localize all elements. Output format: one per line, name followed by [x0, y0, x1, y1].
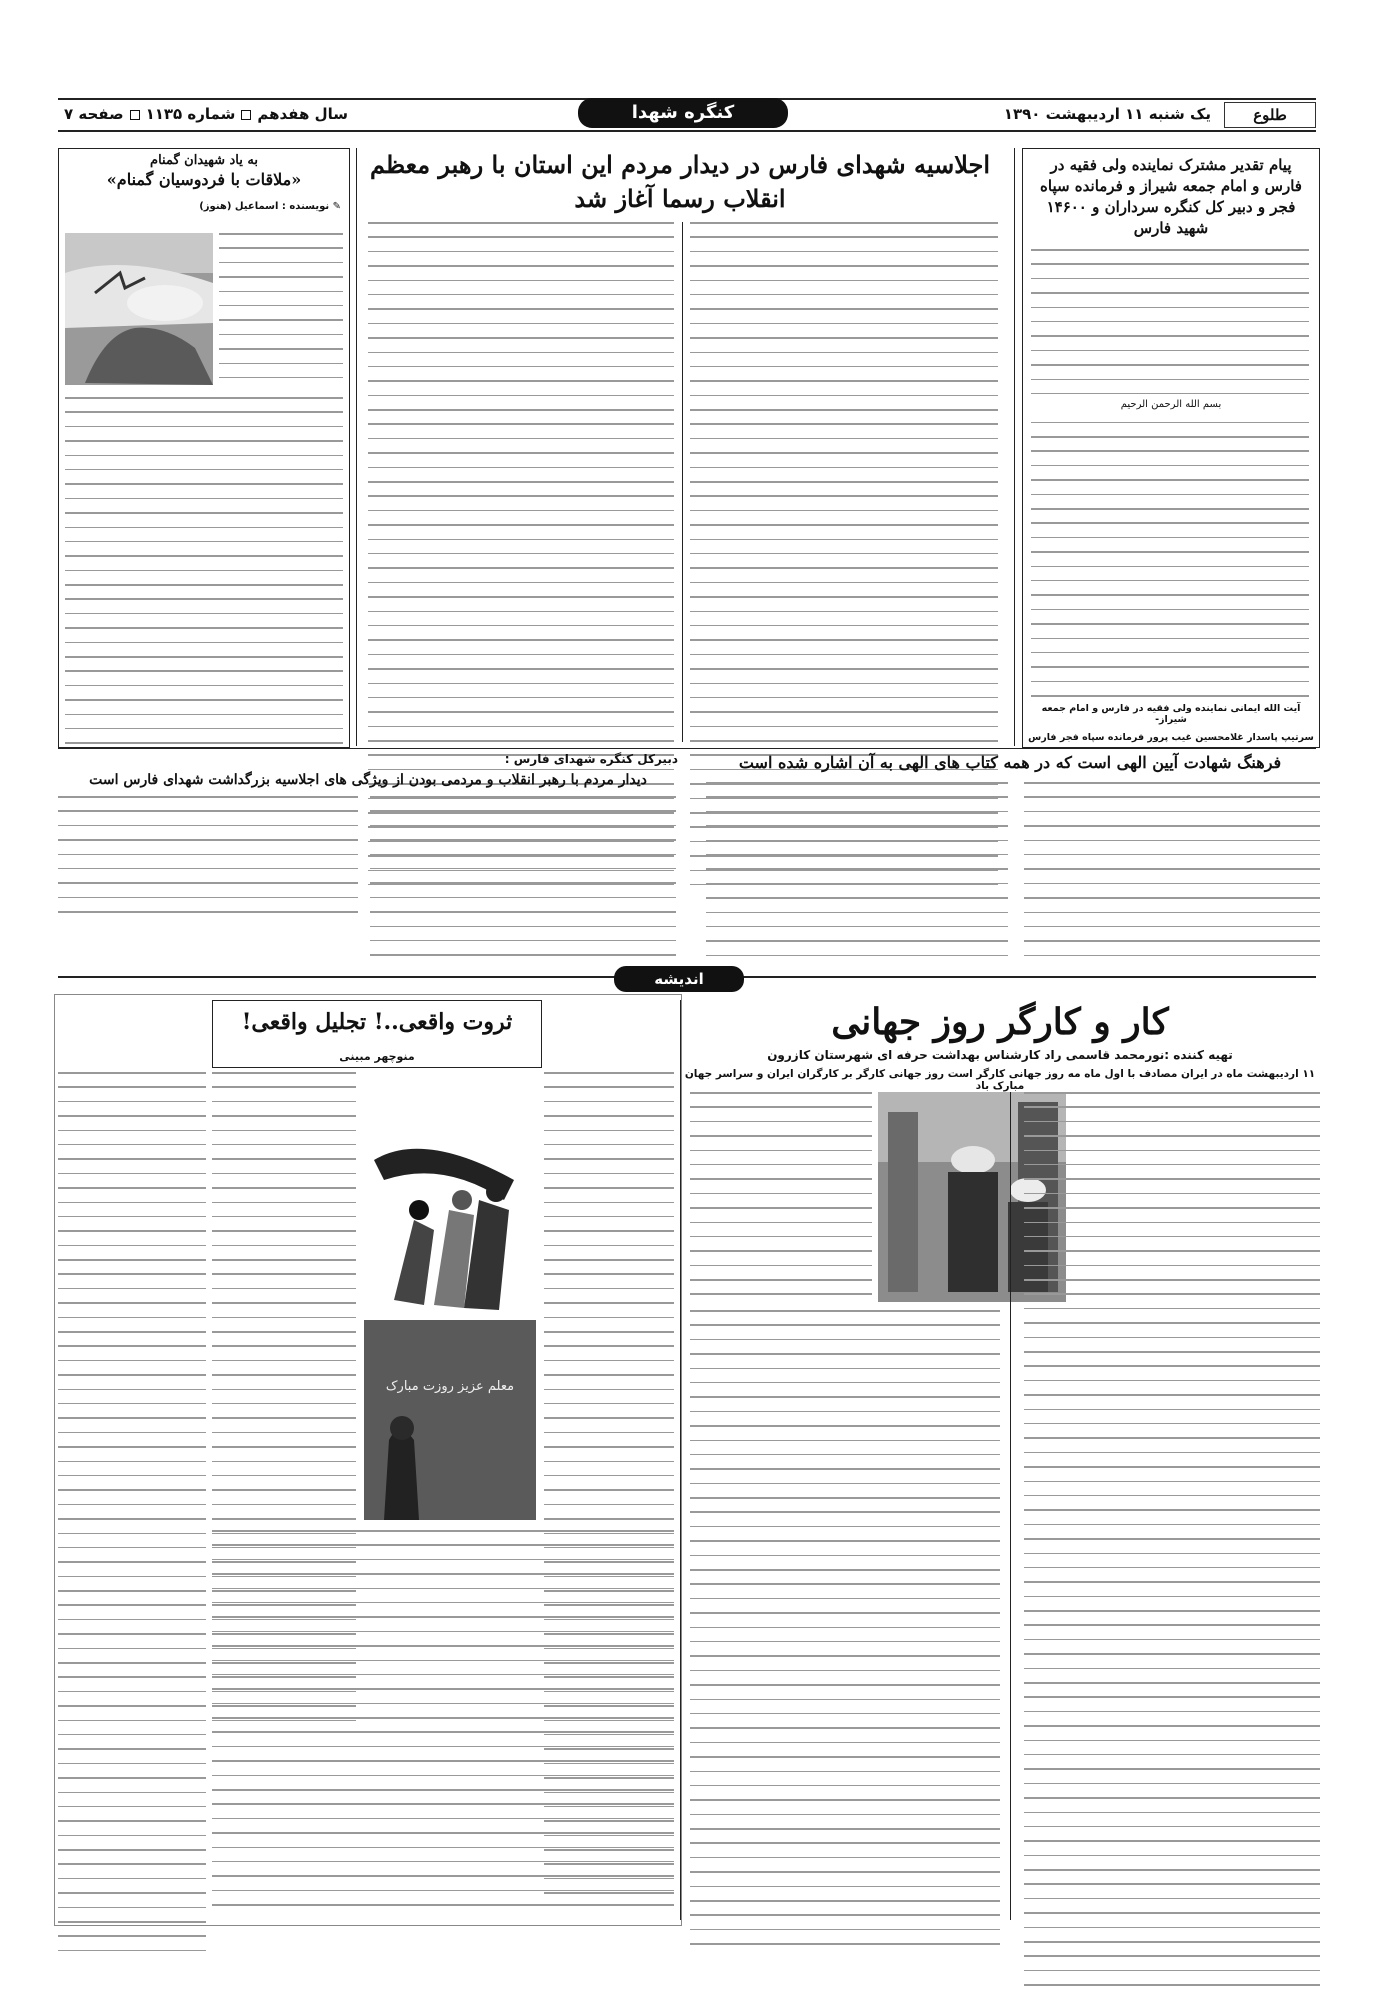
memorial-text — [65, 397, 343, 757]
labor-headline: کار و کارگر روز جهانی — [831, 1001, 1169, 1043]
message-basmala: بسم الله الرحمن الرحیم — [1023, 399, 1319, 410]
square-bullet-icon — [241, 110, 251, 120]
secretary-kicker: دبیرکل کنگره شهدای فارس : — [504, 752, 678, 766]
martyrdom-culture-col-2 — [706, 782, 1008, 969]
message-box-text — [1031, 249, 1309, 724]
message-box — [1022, 148, 1320, 748]
teacher-headline: ثروت واقعی..! تجلیل واقعی! — [241, 1009, 513, 1035]
column-divider — [682, 222, 683, 742]
issue-date: یک شنبه ۱۱ اردیبهشت ۱۳۹۰ — [1003, 105, 1211, 123]
page-header — [58, 98, 1316, 132]
secretary-col-1 — [370, 796, 676, 969]
volume-year: سال هفدهم — [257, 105, 349, 123]
labor-col-1 — [1024, 1092, 1320, 1999]
memorial-text-wrap — [219, 233, 343, 391]
main-headline: اجلاسیه شهدای فارس در دیدار مردم این استان با رهبر معظم انقلاب رسما آغاز شد — [369, 150, 991, 213]
teacher-author: منوچهر مبینی — [339, 1050, 415, 1063]
column-divider — [1010, 1092, 1011, 1920]
message-signature-1: آیت الله ایمانی نماینده ولی فقیه در فارس و امام جمعه شیراز- — [1027, 703, 1315, 725]
memorial-kicker: به یاد شهیدان گمنام — [150, 153, 258, 168]
secretary-col-2 — [58, 796, 358, 926]
secretary-headline: دیدار مردم با رهبر انقلاب و مردمی بودن از ویژگی های اجلاسیه بزرگداشت شهدای فارس است — [89, 772, 647, 788]
labor-col-2 — [690, 1310, 1000, 1958]
square-bullet-icon — [130, 110, 140, 120]
page-number: صفحه ۷ — [64, 105, 124, 123]
message-signature-2: سرتیپ پاسدار غلامحسین غیب پرور فرمانده سپاه فجر فارس — [1028, 732, 1314, 743]
column-divider — [1014, 148, 1015, 746]
issue-info — [64, 105, 348, 123]
labor-byline: تهیه کننده :نورمحمد قاسمی راد کارشناس بهداشت حرفه ای شهرستان کازرون — [767, 1048, 1233, 1062]
martyrdom-culture-headline: فرهنگ شهادت آیین الهی است که در همه کتاب های الهی به آن اشاره شده است — [738, 753, 1282, 772]
hands-graves-photo — [65, 233, 213, 385]
memorial-photo — [65, 233, 213, 385]
pen-icon: ✎ — [332, 201, 341, 212]
message-box-title: پیام تقدیر مشترک نماینده ولی فقیه در فارس و امام جمعه شیراز و فرمانده سپاه فجر و دبیر کل کنگره سرداران و ۱۴۶۰۰ شهید فارس — [1040, 156, 1302, 237]
issue-number: شماره ۱۱۳۵ — [145, 105, 236, 123]
labor-col-2-top — [690, 1092, 872, 1308]
masthead-logo: طلوع — [1224, 102, 1316, 128]
andisheh-section-banner: اندیشه — [614, 966, 744, 992]
memorial-author-name: نویسنده : اسماعیل (هنوز) — [199, 201, 330, 212]
memorial-title: «ملاقات با فردوسیان گمنام» — [106, 170, 302, 189]
memorial-author — [199, 201, 341, 212]
horizontal-rule — [58, 748, 1316, 749]
chalk-greeting: معلم عزیز روزت مبارک — [385, 1379, 515, 1394]
column-divider — [356, 148, 357, 746]
memorial-column — [58, 148, 350, 748]
section-banner: کنگره شهدا — [578, 98, 788, 128]
martyrdom-culture-col-1 — [1024, 782, 1320, 969]
labor-lede: ۱۱ اردیبهشت ماه در ایران مصادف با اول ماه مه روز جهانی کارگر است روز جهانی کارگر بر کارگران ایران و سراسر جهان مبارک باد — [684, 1068, 1316, 1092]
teacher-article-border — [54, 994, 682, 1926]
